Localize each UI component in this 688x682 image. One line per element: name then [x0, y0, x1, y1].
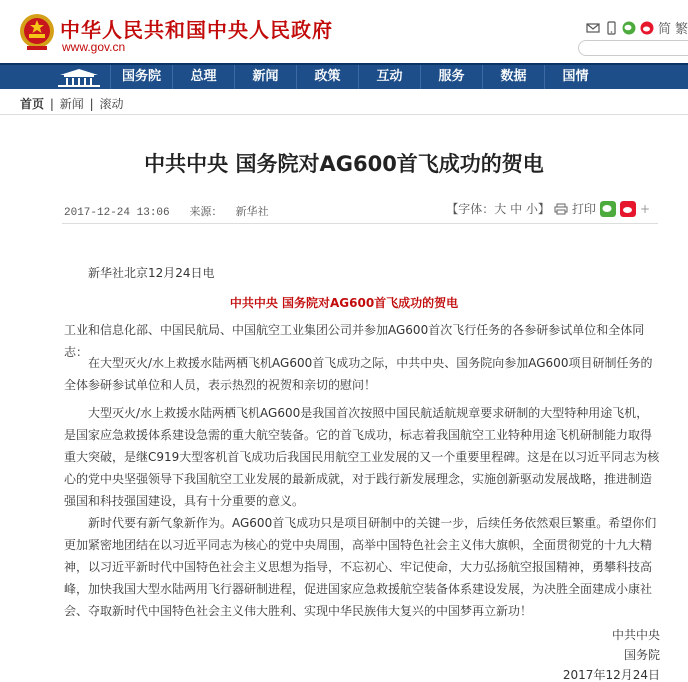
home-building-icon[interactable] [52, 65, 107, 89]
breadcrumb-home[interactable]: 首页 [20, 97, 45, 111]
nav-item-policy[interactable]: 政策 [296, 65, 358, 89]
mail-icon[interactable] [586, 21, 600, 35]
meta-divider [62, 223, 658, 224]
source-label: 来源： [189, 207, 223, 219]
article-meta [64, 203, 269, 219]
font-size-selector[interactable]: 【字体：大 中 小】 [446, 202, 550, 216]
weibo-share-icon[interactable] [620, 201, 636, 217]
breadcrumb-separator: | [89, 97, 94, 111]
breadcrumb-separator: | [49, 97, 54, 111]
nav-item-national-info[interactable]: 国情 [544, 65, 606, 89]
nav-items [110, 65, 606, 89]
print-icon[interactable] [554, 203, 568, 215]
breadcrumb-current[interactable]: 滚动 [99, 97, 124, 111]
signature-state-council: 国务院 [623, 648, 660, 662]
breadcrumb [20, 95, 123, 112]
wechat-icon[interactable] [622, 21, 636, 35]
simplified-chinese-link[interactable]: 简 [657, 22, 671, 37]
publish-date: 2017-12-24 13:06 [64, 207, 170, 219]
nav-item-news[interactable]: 新闻 [234, 65, 296, 89]
site-header [0, 0, 688, 63]
source-name: 新华社 [235, 207, 269, 219]
divider [0, 114, 688, 115]
wechat-share-icon[interactable] [600, 201, 616, 217]
weibo-icon[interactable] [640, 21, 654, 35]
nav-item-premier[interactable]: 总理 [172, 65, 234, 89]
dateline: 新华社北京12月24日电 [88, 266, 215, 280]
breadcrumb-news[interactable]: 新闻 [59, 97, 84, 111]
article-paragraph: 大型灭火/水上救援水陆两栖飞机AG600是我国首次按照中国民航适航规章要求研制的大型特种用途飞机，是国家应急救援体系建设急需的重大航空装备。它的首飞成功，标志着我国航空工业特种用途飞机研制能力取得重大突破，是继C919大型客机首飞成功后我国民用航空工业发展的又一个重要里程碑。这是在以习近平同志为核心的党中央坚强领导下我国航空工业发展的最新成就，对于践行新发展理念，实施创新驱动发展战略，推进制造强国和科技强国建设，具有十分重要的意义。 [64, 406, 660, 508]
print-button[interactable]: 打印 [571, 202, 596, 216]
article-paragraph: 工业和信息化部、中国民航局、中国航空工业集团公司并参加AG600首次飞行任务的各参研参试单位和全体同志： [64, 323, 645, 359]
signature-cpc: 中共中央 [611, 628, 660, 642]
signature-date: 2017年12月24日 [562, 668, 660, 682]
mobile-icon[interactable] [604, 21, 618, 35]
main-nav [0, 63, 688, 89]
national-emblem-icon[interactable] [18, 12, 56, 52]
nav-item-state-council[interactable]: 国务院 [110, 65, 172, 89]
nav-item-data[interactable]: 数据 [482, 65, 544, 89]
article-paragraph: 在大型灭火/水上救援水陆两栖飞机AG600首飞成功之际，中共中央、国务院向参加AG600项目研制任务的全体参研参试单位和人员，表示热烈的祝贺和亲切的慰问！ [64, 356, 653, 392]
plus-icon[interactable]: + [639, 201, 650, 216]
article-subtitle: 中共中央 国务院对AG600首飞成功的贺电 [229, 296, 459, 310]
traditional-chinese-link[interactable]: 繁 [674, 22, 688, 37]
header-utility-icons [586, 18, 688, 37]
search-input[interactable] [578, 40, 688, 56]
site-url: www.gov.cn [62, 40, 126, 54]
article-title: 中共中央 国务院对AG600首飞成功的贺电 [144, 152, 544, 176]
article-tools [446, 200, 650, 217]
nav-item-interaction[interactable]: 互动 [358, 65, 420, 89]
nav-item-services[interactable]: 服务 [420, 65, 482, 89]
site-title[interactable]: 中华人民共和国中央人民政府 [60, 18, 333, 42]
article-paragraph: 新时代要有新气象新作为。AG600首飞成功只是项目研制中的关键一步，后续任务依然艰巨繁重。希望你们更加紧密地团结在以习近平同志为核心的党中央周围，高举中国特色社会主义伟大旗帜，全面贯彻党的十九大精神，以习近平新时代中国特色社会主义思想为指导，不忘初心、牢记使命，大力弘扬航空报国精神，勇攀科技高峰，加快我国大型水陆两用飞行器研制进程，促进国家应急救援航空装备体系建设发展，为决胜全面建成小康社会、夺取新时代中国特色社会主义伟大胜利、实现中华民族伟大复兴的中国梦再立新功！ [64, 516, 657, 618]
